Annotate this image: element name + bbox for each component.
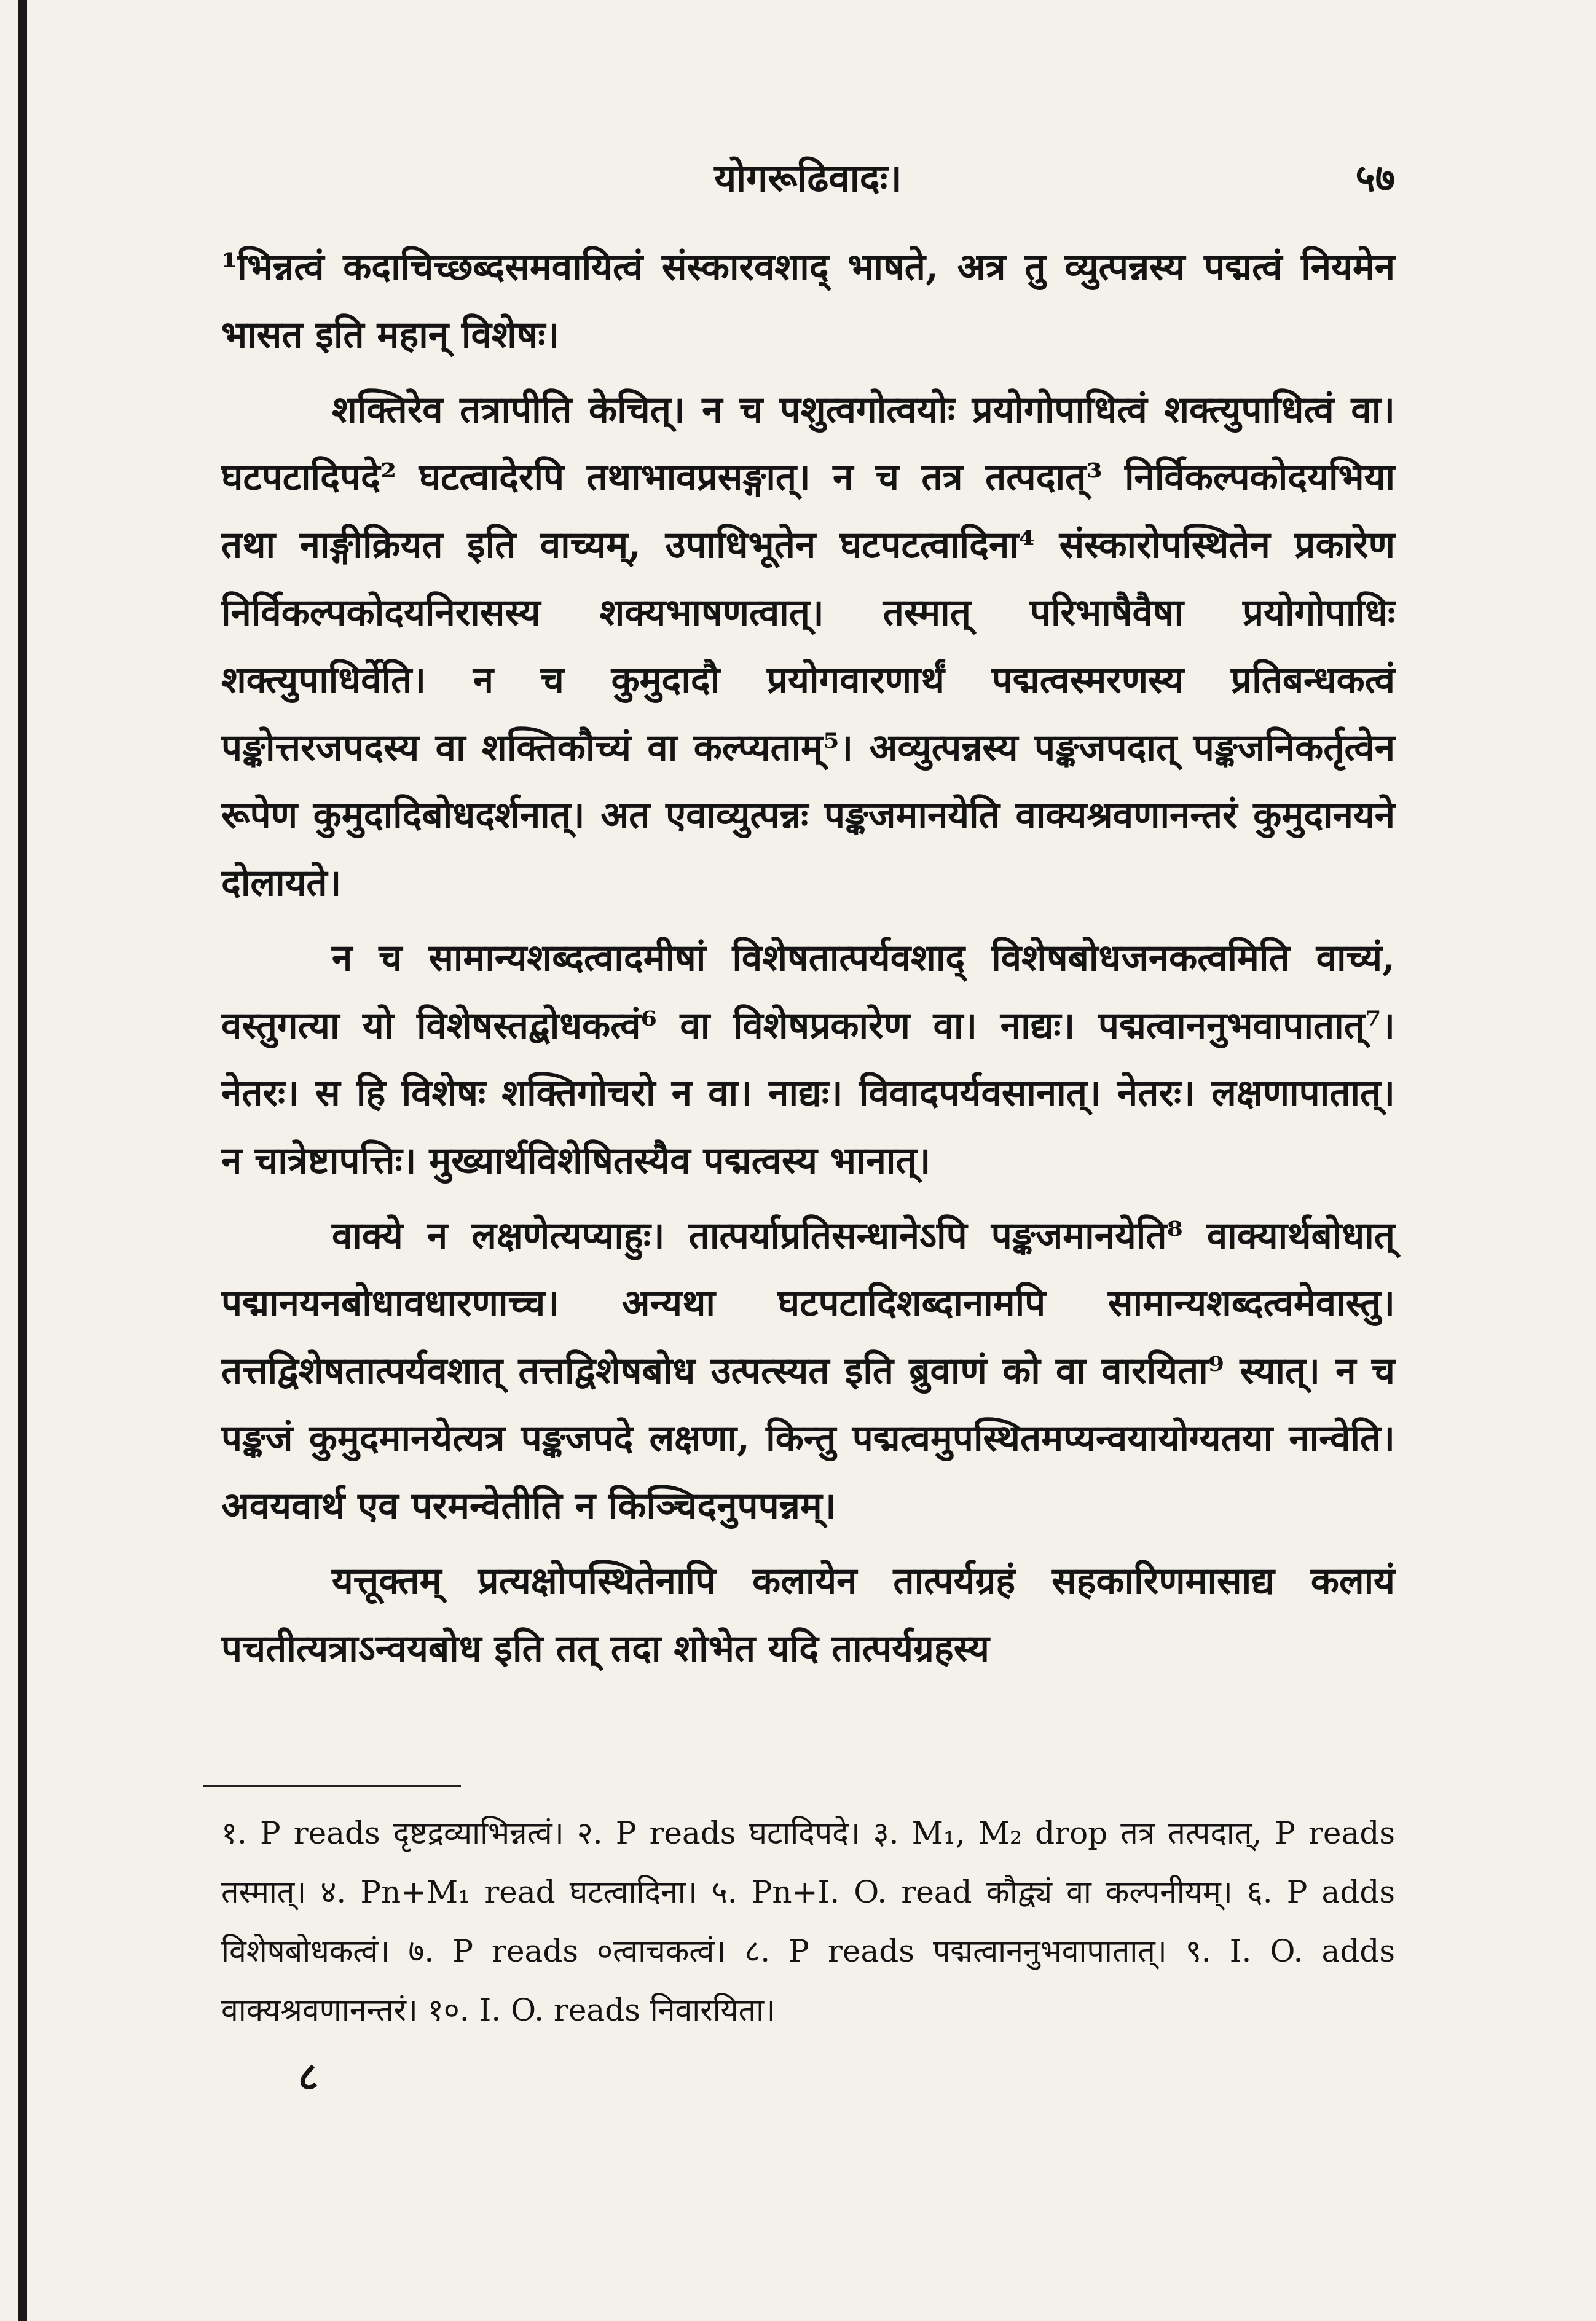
running-head: योगरूढिवादः। [714, 155, 902, 200]
paragraph-3: न च सामान्यशब्दत्वादमीषां विशेषतात्पर्यवशाद् विशेषबोधजनकत्वमिति वाच्यं, वस्तुगत्या यो विशेषस्तद्बोधकत्वं⁶ वा विशेषप्रकारेण वा। नाद्यः। पद्मत्वाननुभवापातात्⁷। नेतरः। स हि विशेषः शक्तिगोचरो न वा। नाद्यः। विवादपर्यवसानात्। नेतरः। लक्षणापातात्। न चात्रेष्टापत्तिः। मुख्यार्थविशेषितस्यैव पद्मत्वस्य भानात्। [221, 937, 1395, 1182]
footnote-7: ७. P reads ०त्वाचकत्वं। [408, 1933, 745, 1969]
footnote-9: ९. I. O. adds वाक्यश्रवणानन्तरं। [221, 1933, 1395, 2028]
footnote-4: ४. Pn+M₁ read घटत्वादिना। [320, 1874, 712, 1910]
footnote-10: १०. I. O. reads निवारयिता। [427, 1992, 776, 2028]
footnote-8: ८. P reads पद्मत्वाननुभवापातात्। [744, 1933, 1185, 1969]
footnote-5: ५. Pn+I. O. read कौद्व्यं वा कल्पनीयम्। [711, 1874, 1247, 1910]
footnotes [221, 1804, 1395, 2040]
main-text [221, 234, 1395, 1690]
paragraph-5: यत्तूक्तम् प्रत्यक्षोपस्थितेनापि कलायेन तात्पर्यग्रहं सहकारिणमासाद्य कलायं पचतीत्यत्राऽन्वयबोध इति तत् तदा शोभेत यदि तात्पर्यग्रहस्य [221, 1560, 1395, 1670]
footnote-2: २. P reads घटादिपदे। [576, 1815, 873, 1851]
footnote-6: ६. P adds विशेषबोधकत्वं। [221, 1874, 1395, 1969]
footnote-separator [203, 1785, 461, 1787]
signature-mark: ८ [298, 2054, 319, 2100]
page-header [221, 151, 1395, 206]
paragraph-4: वाक्ये न लक्षणेत्यप्याहुः। तात्पर्याप्रतिसन्धानेऽपि पङ्कजमानयेति⁸ वाक्यार्थबोधात् पद्मानयनबोधावधारणाच्च। अन्यथा घटपटादिशब्दानामपि सामान्यशब्दत्वमेवास्तु। तत्तद्विशेषतात्पर्यवशात् तत्तद्विशेषबोध उत्पत्स्यत इति ब्रुवाणं को वा वारयिता⁹ स्यात्। न च पङ्कजं कुमुदमानयेत्यत्र पङ्कजपदे लक्षणा, किन्तु पद्मत्वमुपस्थितमप्यन्वयायोग्यतया नान्वेति। अवयवार्थ एव परमन्वेतीति न किञ्चिदनुपपन्नम्। [221, 1214, 1395, 1528]
footnote-3: ३. M₁, M₂ drop तत्र तत्पदात्, P reads तस्मात्। [221, 1815, 1395, 1910]
footnote-1: १. P reads दृष्टद्रव्याभिन्नत्वं। [221, 1815, 577, 1851]
paragraph-1: ¹भिन्नत्वं कदाचिच्छब्दसमवायित्वं संस्कारवशाद् भाषते, अत्र तु व्युत्पन्नस्य पद्मत्वं नियमेन भासत इति महान् विशेषः। [221, 246, 1395, 356]
page-number: ५७ [1355, 155, 1395, 200]
paragraph-2: शक्तिरेव तत्रापीति केचित्। न च पशुत्वगोत्वयोः प्रयोगोपाधित्वं शक्त्युपाधित्वं वा। घटपटादिपदे² घटत्वादेरपि तथाभावप्रसङ्गात्। न च तत्र तत्पदात्³ निर्विकल्पकोदयभिया तथा नाङ्गीक्रियत इति वाच्यम्, उपाधिभूतेन घटपटत्वादिना⁴ संस्कारोपस्थितेन प्रकारेण निर्विकल्पकोदयनिरासस्य शक्यभाषणत्वात्। तस्मात् परिभाषैवैषा प्रयोगोपाधिः शक्त्युपाधिर्वेति। न च कुमुदादौ प्रयोगवारणार्थं पद्मत्वस्मरणस्य प्रतिबन्धकत्वं पङ्कोत्तरजपदस्य वा शक्तिकौच्यं वा कल्प्यताम्⁵। अव्युत्पन्नस्य पङ्कजपदात् पङ्कजनिकर्तृत्वेन रूपेण कुमुदादिबोधदर्शनात्। अत एवाव्युत्पन्नः पङ्कजमानयेति वाक्यश्रवणानन्तरं कुमुदानयने दोलायते। [221, 388, 1395, 905]
page-binding-edge [18, 0, 27, 2321]
